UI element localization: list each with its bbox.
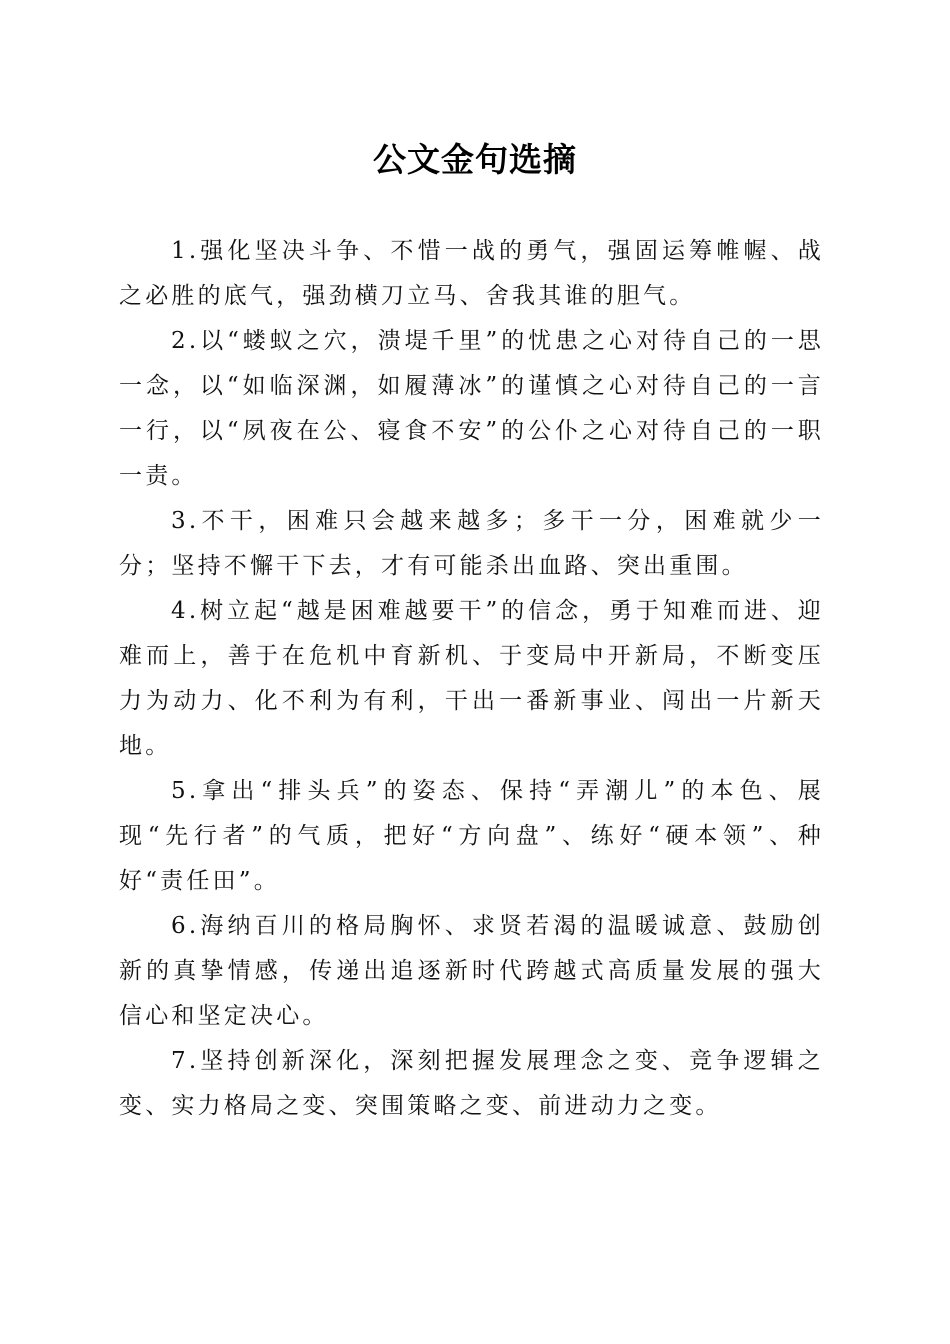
paragraph-6: 6.海纳百川的格局胸怀、求贤若渴的温暖诚意、鼓励创新的真挚情感，传递出追逐新时代跨越式高质量发展的强大信心和坚定决心。 xyxy=(119,913,824,1029)
paragraph-3: 3.不干，困难只会越来越多；多干一分，困难就少一分；坚持不懈干下去，才有可能杀出血路、突出重围。 xyxy=(119,508,824,579)
document-body xyxy=(119,229,824,1129)
paragraph-2: 2.以“蝼蚁之穴，溃堤千里”的忧患之心对待自己的一思一念，以“如临深渊，如履薄冰”的谨慎之心对待自己的一言一行，以“夙夜在公、寝食不安”的公仆之心对待自己的一职一责。 xyxy=(119,328,824,489)
paragraph-4: 4.树立起“越是困难越要干”的信念，勇于知难而进、迎难而上，善于在危机中育新机、于变局中开新局，不断变压力为动力、化不利为有利，干出一番新事业、闯出一片新天地。 xyxy=(119,598,824,759)
paragraph-7: 7.坚持创新深化，深刻把握发展理念之变、竞争逻辑之变、实力格局之变、突围策略之变、前进动力之变。 xyxy=(119,1048,824,1119)
document-title: 公文金句选摘 xyxy=(373,140,577,179)
paragraph-5: 5.拿出“排头兵”的姿态、保持“弄潮儿”的本色、展现“先行者”的气质，把好“方向盘”、练好“硬本领”、种好“责任田”。 xyxy=(119,778,824,894)
paragraph-1: 1.强化坚决斗争、不惜一战的勇气，强固运筹帷幄、战之必胜的底气，强劲横刀立马、舍我其谁的胆气。 xyxy=(119,238,824,309)
